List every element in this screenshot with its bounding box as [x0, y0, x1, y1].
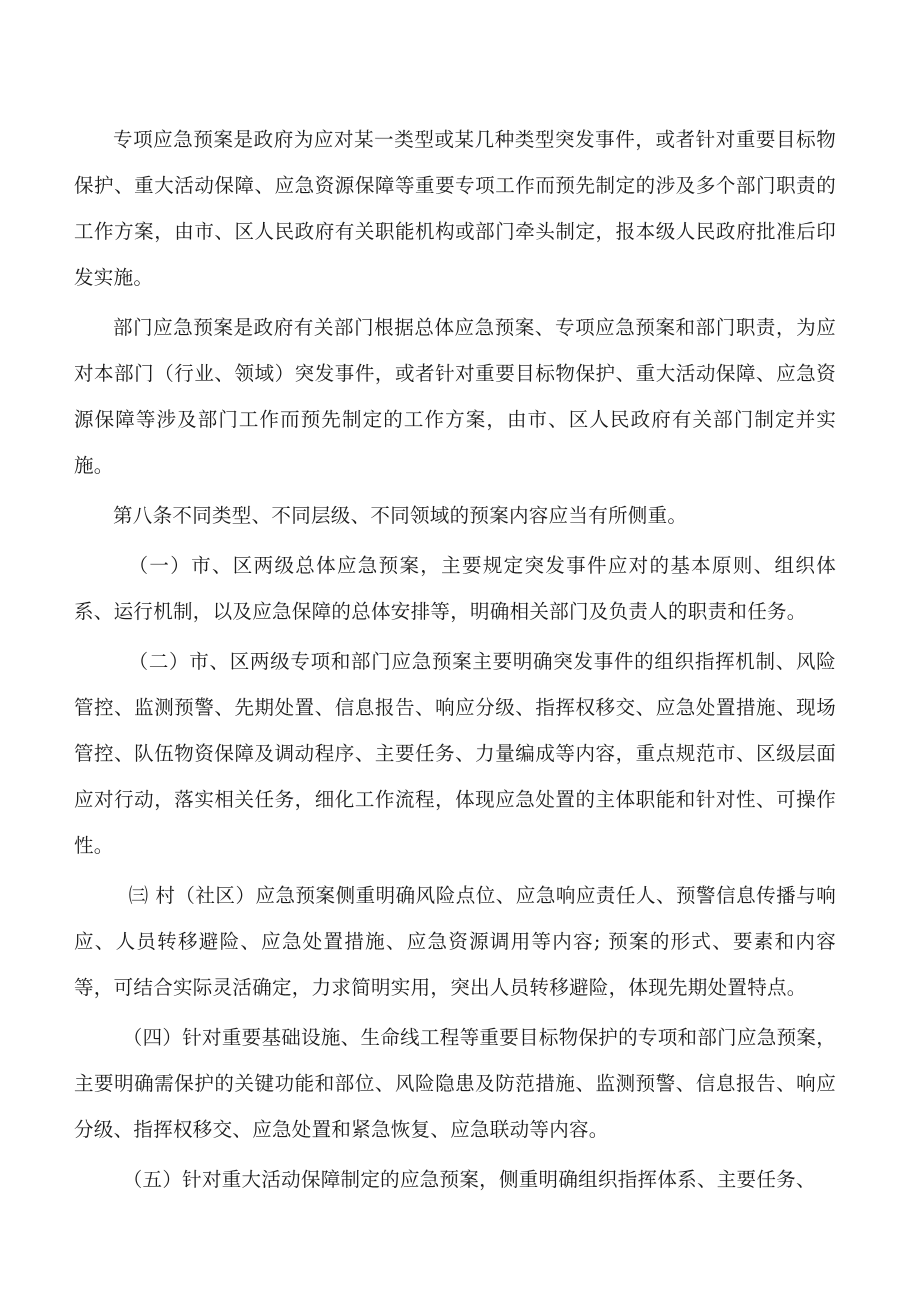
paragraph-item-four: （四）针对重要基础设施、生命线工程等重要目标物保护的专项和部门应急预案，主要明确需保护的关键功能和部位、风险隐患及防范措施、监测预警、信息报告、响应分级、指挥权移交、应急处置和紧急恢复、应急联动等内容。 — [74, 1026, 836, 1141]
paragraph-article-eight: 第八条不同类型、不同层级、不同领域的预案内容应当有所侧重。 — [113, 504, 688, 527]
paragraph-item-one: （一）市、区两级总体应急预案，主要规定突发事件应对的基本原则、组织体系、运行机制，以及应急保障的总体安排等，明确相关部门及负责人的职责和任务。 — [74, 554, 836, 623]
paragraph-department-plan: 部门应急预案是政府有关部门根据总体应急预案、专项应急预案和部门职责，为应对本部门（行业、领域）突发事件，或者针对重要目标物保护、重大活动保障、应急资源保障等涉及部门工作而预先制定的工作方案，由市、区人民政府有关部门制定并实施。 — [74, 316, 836, 477]
paragraph-item-three: ㈢ 村（社区）应急预案侧重明确风险点位、应急响应责任人、预警信息传播与响应、人员转移避险、应急处置措施、应急资源调用等内容; 预案的形式、要素和内容等，可结合实际灵活确定，力求简明实用，突出人员转移避险，体现先期处置特点。 — [74, 884, 836, 999]
paragraph-item-two: （二）市、区两级专项和部门应急预案主要明确突发事件的组织指挥机制、风险管控、监测预警、先期处置、信息报告、响应分级、指挥权移交、应急处置措施、现场管控、队伍物资保障及调动程序、主要任务、力量编成等内容，重点规范市、区级层面应对行动，落实相关任务，细化工作流程，体现应急处置的主体职能和针对性、可操作性。 — [74, 650, 836, 857]
paragraph-item-five: （五）针对重大活动保障制定的应急预案，侧重明确组织指挥体系、主要任务、 — [122, 1168, 816, 1191]
document-body — [74, 117, 836, 1203]
paragraph-special-plan: 专项应急预案是政府为应对某一类型或某几种类型突发事件，或者针对重要目标物保护、重大活动保障、应急资源保障等重要专项工作而预先制定的涉及多个部门职责的工作方案，由市、区人民政府有关职能机构或部门牵头制定，报本级人民政府批准后印发实施。 — [74, 128, 836, 289]
